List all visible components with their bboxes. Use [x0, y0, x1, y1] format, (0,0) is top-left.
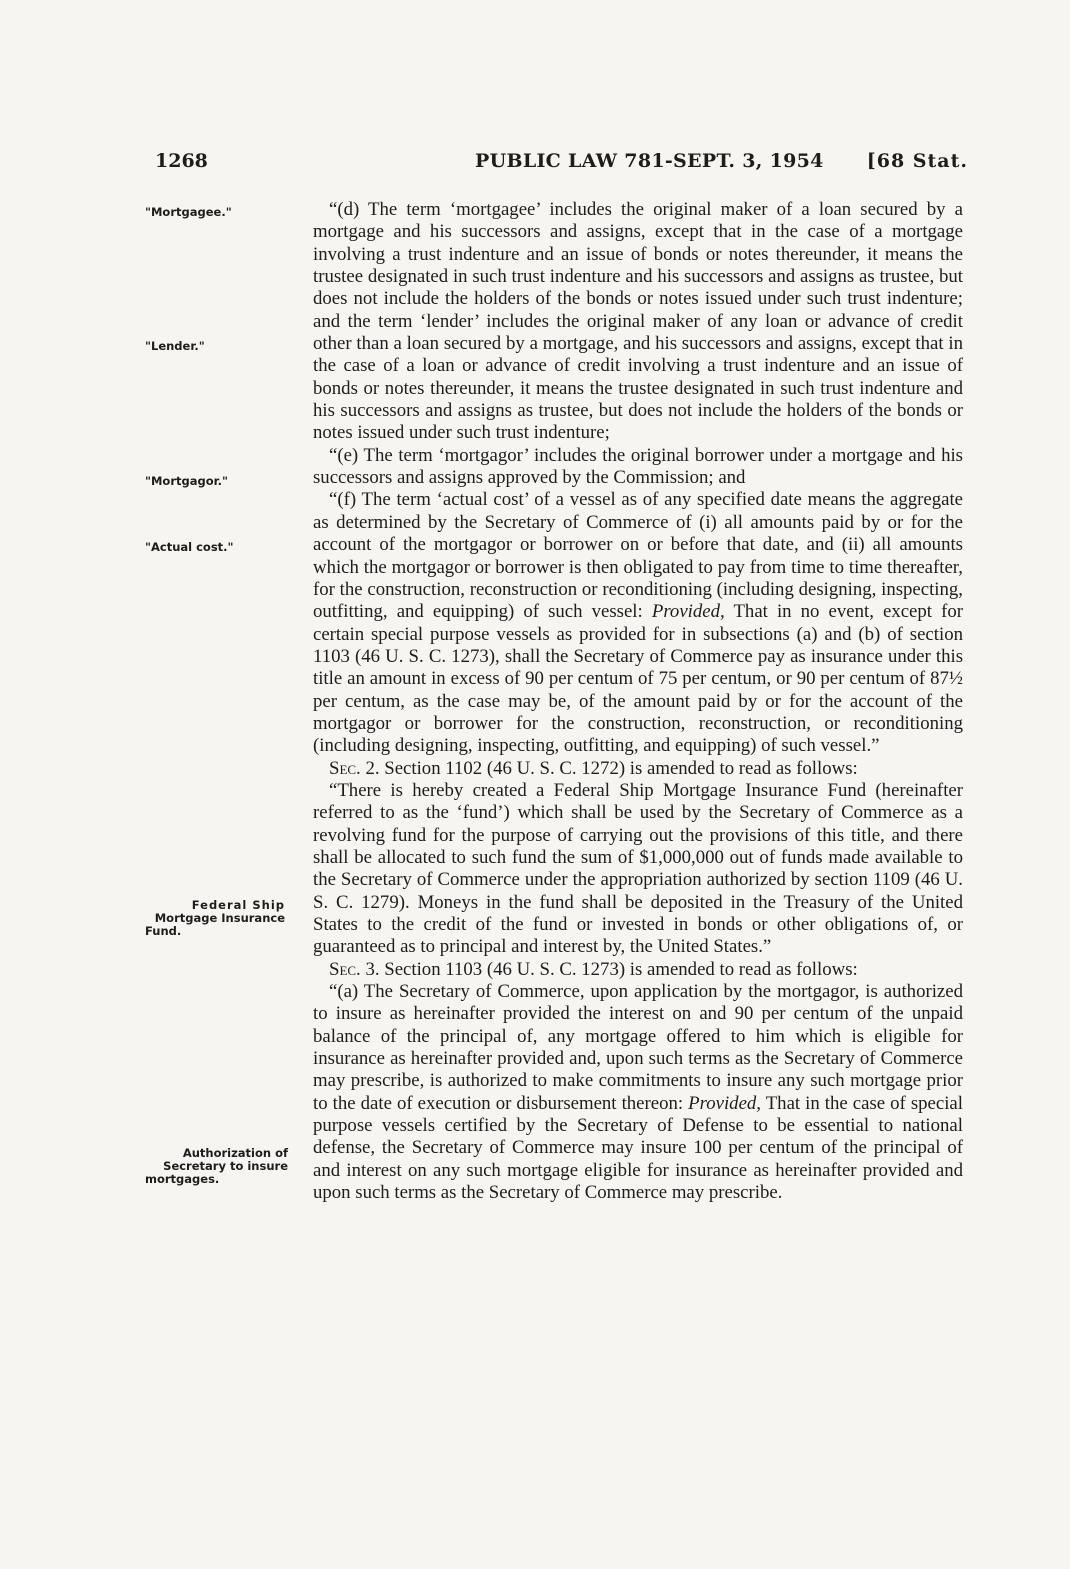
margin-note-line: Authorization of — [182, 1146, 288, 1160]
paragraph-text: “(f) The term ‘actual cost’ of a vessel as of any specified date means the aggregate as determined by the Secretary of Commerce of (i) all amounts paid by or for the account of the mortgagor or borrower on or before that date, and (ii) all amounts which the mortgagor or borrower is then obligated to pay from time to time thereafter, for the construction, reconstruction or reconditioning (including designing, inspecting, outfitting, and equipping) of such vessel: — [313, 489, 963, 623]
running-head: PUBLIC LAW 781-SEPT. 3, 1954 — [475, 150, 824, 172]
margin-note-line: Secretary to insure — [163, 1159, 288, 1173]
paragraph-text: That in no event, except for certain special purpose vessels as provided for in subsections (a) and (b) of section 1103 (46 U. S. C. 1273), shall the Secretary of Commerce pay as insurance under this title an amount in excess of 90 per centum of 75 per centum, or 90 per centum of 87½ per centum, as the case may be, of the amount paid by or for the account of the mortgagor or borrower for the construction, reconstruction, or reconditioning (including designing, inspecting, outfitting, and equipping) of such vessel.” — [313, 601, 963, 757]
paragraph-text: “(a) The Secretary of Commerce, upon application by the mortgagor, is authorized to insure as hereinafter provided the interest on and 90 per centum of the unpaid balance of the principal of, any mortgage offered to him which is eligible for insurance as hereinafter provided and, upon such terms as the Secretary of Commerce may prescribe, is authorized to make commitments to insure any such mortgage prior to the date of execution or disbursement thereon: — [313, 981, 963, 1114]
paragraph-text: That in the case of special purpose vessels certified by the Secretary of Defense to be essential to national defense, the Secretary of Commerce may insure 100 per centum of the principal of and interest on any such mortgage eligible for insurance as hereinafter provided and upon such terms as the Secretary of Commerce may prescribe. — [313, 1092, 963, 1204]
margin-note-actual-cost: "Actual cost." — [145, 540, 234, 554]
volume-reference: [68 Stat. — [866, 150, 968, 172]
paragraph-f — [313, 489, 963, 757]
paragraph-d: “(d) The term ‘mortgagee’ includes the original maker of a loan secured by a mortgage and his successors and assigns, except that in the case of a mortgage involving a trust indenture and an issue of bonds or notes thereunder, it means the trustee designated in such trust indenture and his successors and assigns as trustee, but does not include the holders of the bonds or notes issued under such trust indenture; and the term ‘lender’ includes the original maker of any loan or advance of credit other than a loan secured by a mortgage, and his successors and assigns, except that in the case of a loan or advance of credit involving a trust indenture and an issue of bonds or notes thereunder, it means the trustee designated in such trust indenture and his successors and assigns as trustee, but does not include the holders of the bonds or notes issued under such trust indenture; — [313, 199, 963, 444]
margin-note-line: Fund. — [145, 924, 182, 938]
margin-note-federal-ship-fund — [145, 899, 285, 938]
margin-note-line: mortgages. — [145, 1172, 220, 1186]
margin-note-line: Mortgage Insurance — [154, 911, 285, 925]
section-text: Section 1102 (46 U. S. C. 1272) is amended to read as follows: — [384, 757, 858, 779]
margin-note-mortgagor: "Mortgagor." — [145, 474, 229, 488]
provided-term: Provided, — [651, 601, 725, 623]
section-label: Sec. 3. — [329, 958, 380, 980]
section-label: Sec. 2. — [329, 757, 380, 779]
page-number: 1268 — [155, 150, 208, 172]
margin-note-line: Federal Ship — [191, 898, 285, 912]
section-text: Section 1103 (46 U. S. C. 1273) is amended to read as follows: — [384, 958, 858, 980]
margin-note-mortgagee: "Mortgagee." — [145, 205, 232, 219]
provided-term: Provided, — [688, 1092, 761, 1114]
statute-body — [313, 199, 963, 1204]
margin-note-authorization — [145, 1147, 288, 1186]
margin-note-lender: "Lender." — [145, 339, 205, 353]
paragraph-e: “(e) The term ‘mortgagor’ includes the original borrower under a mortgage and his successors and assigns approved by the Commission; and — [313, 444, 963, 489]
paragraph-fund: “There is hereby created a Federal Ship Mortgage Insurance Fund (hereinafter referred to as the ‘fund’) which shall be used by the Secretary of Commerce as a revolving fund for the purpose of carrying out the provisions of this title, and there shall be allocated to such fund the sum of $1,000,000 out of funds made available to the Secretary of Commerce under the appropriation authorized by section 1109 (46 U. S. C. 1279). Moneys in the fund shall be deposited in the Treasury of the United States to the credit of the fund or invested in bonds or other obligations of, or guaranteed as to principal and interest by, the United States.” — [313, 779, 963, 958]
page-header — [155, 150, 968, 180]
section-3 — [313, 959, 963, 981]
section-2 — [313, 758, 963, 780]
paragraph-a — [313, 981, 963, 1204]
